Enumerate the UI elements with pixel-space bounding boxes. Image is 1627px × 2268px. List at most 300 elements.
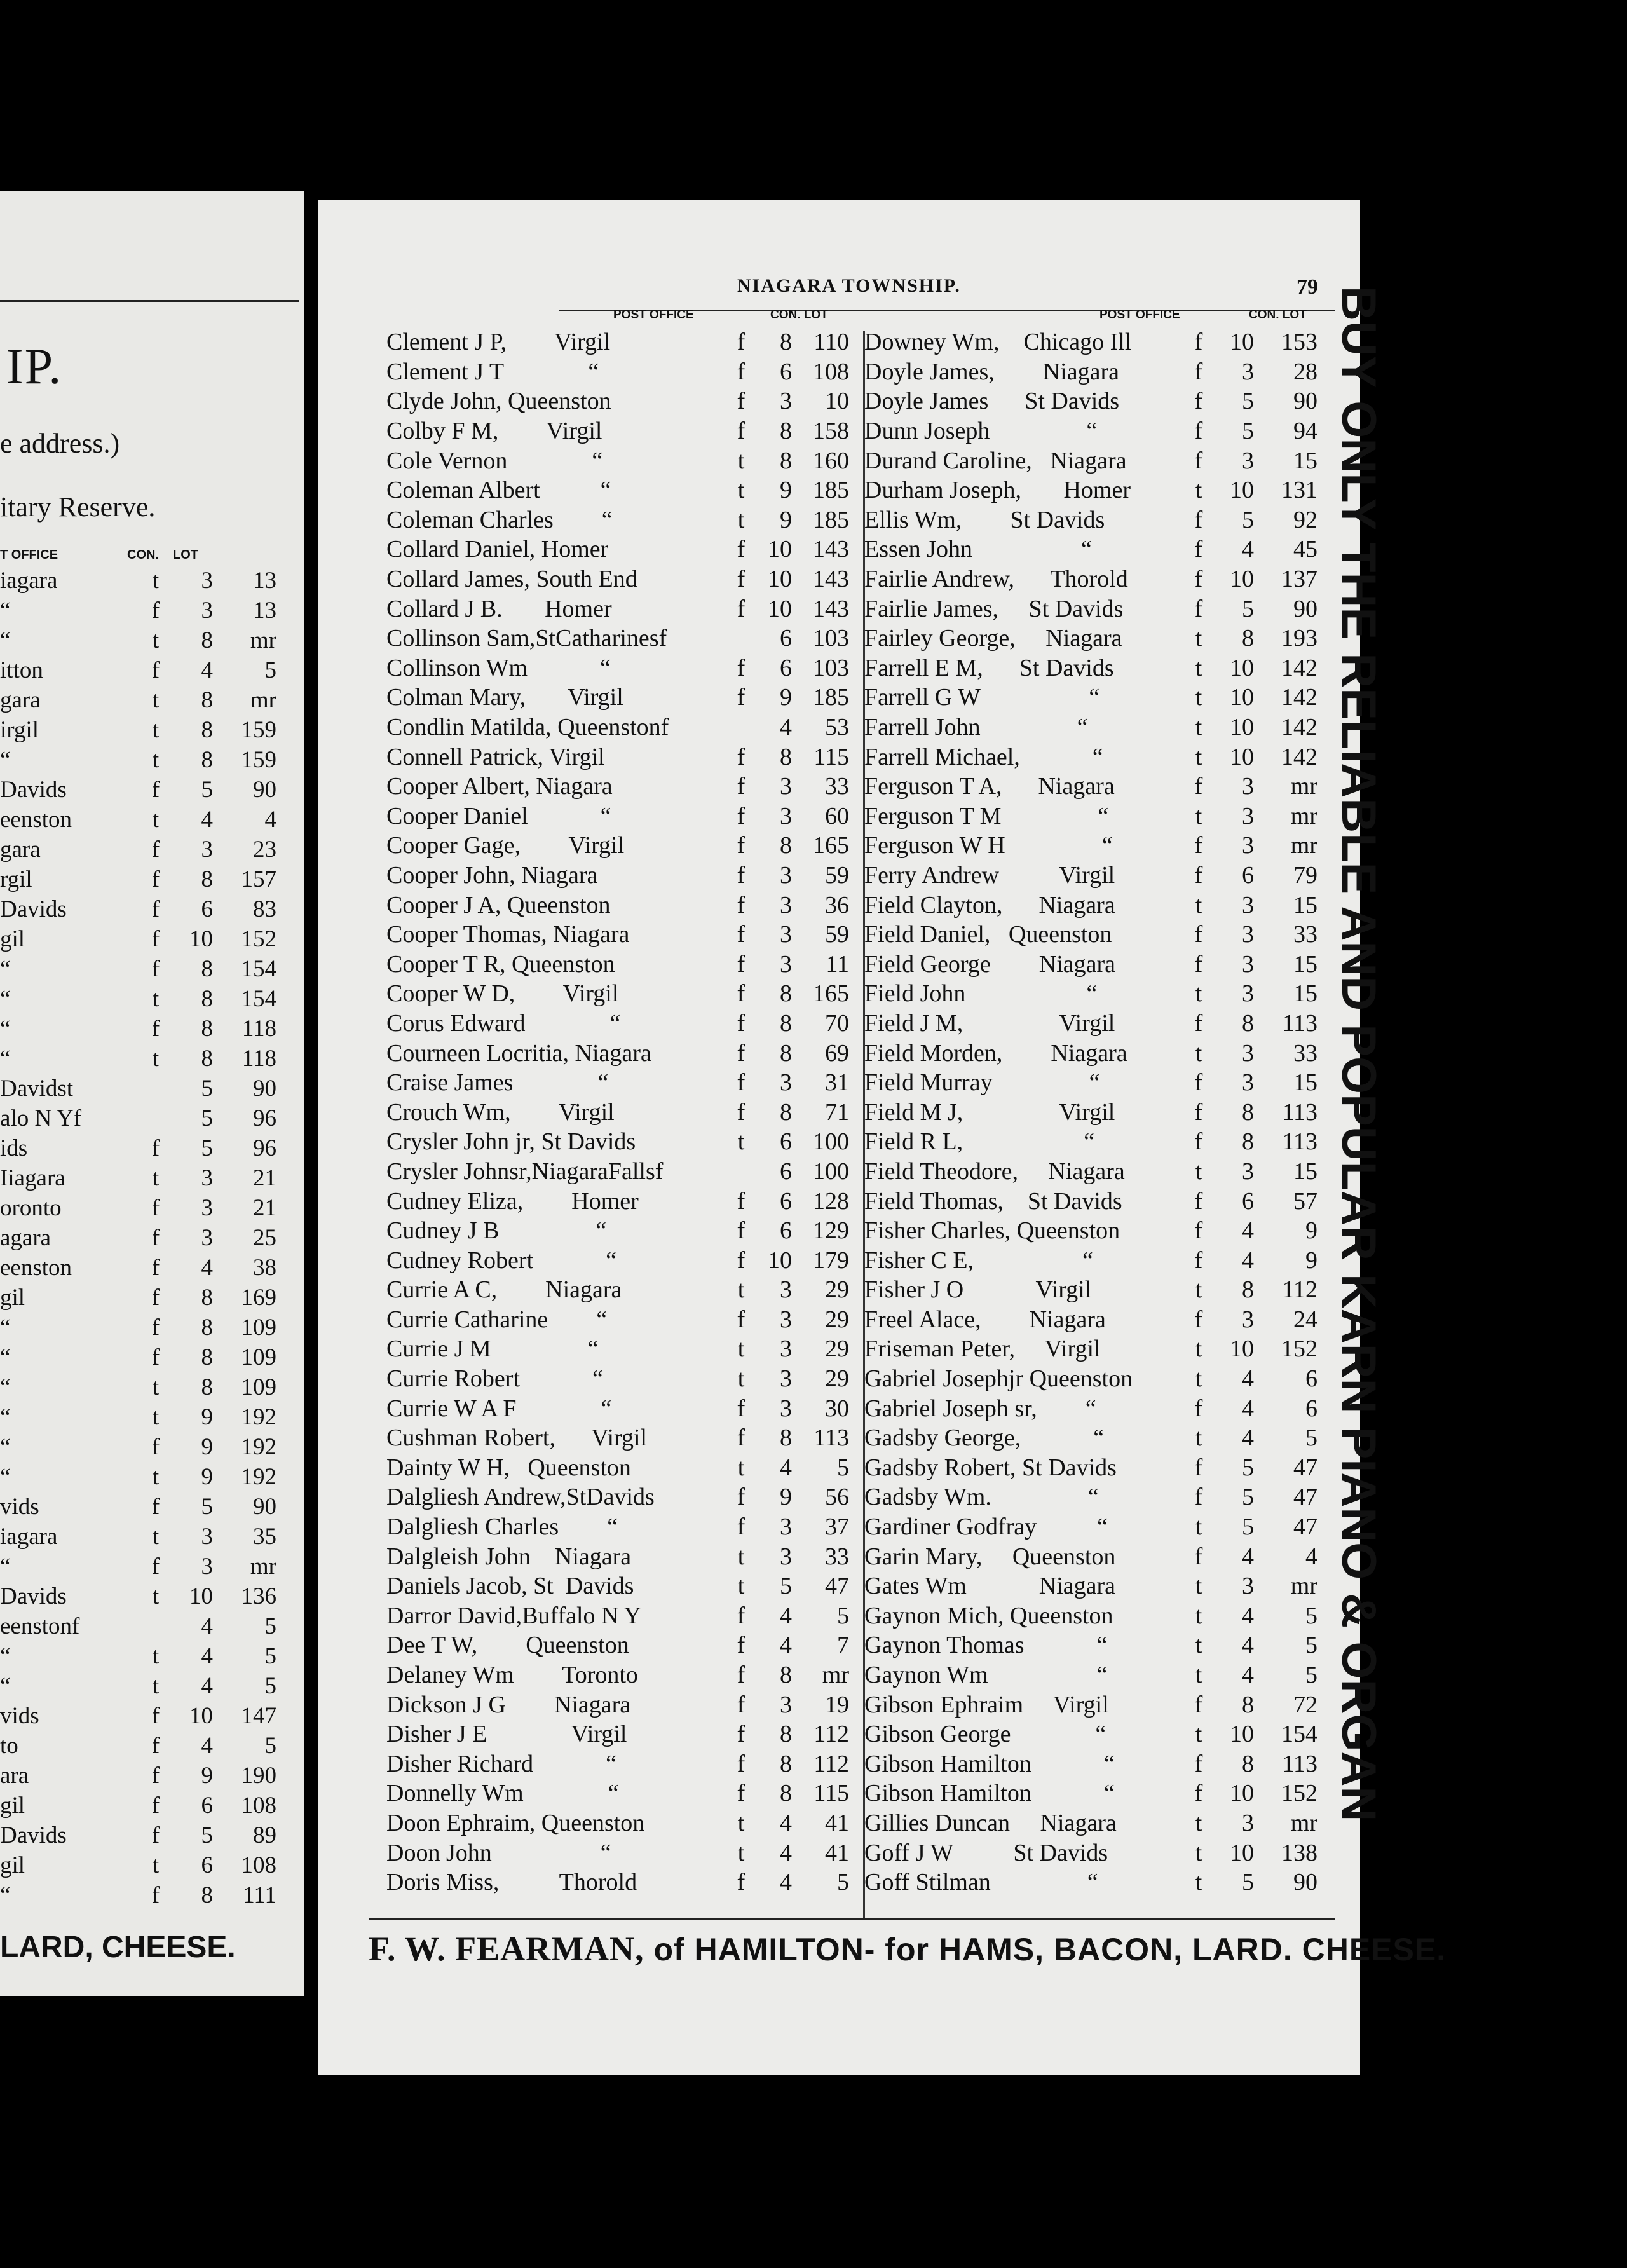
entry-name: Fairlie James, St Davids <box>864 595 1124 622</box>
entry-post-office-fragment: itton <box>0 657 43 683</box>
concession: 8 <box>780 1098 792 1126</box>
concession: 8 <box>1242 1276 1254 1304</box>
concession: 6 <box>780 1128 792 1156</box>
tenure-code: t <box>152 1583 160 1609</box>
lot: 192 <box>241 1434 276 1460</box>
directory-entry <box>864 1009 1322 1039</box>
entry-post-office-fragment: ara <box>0 1763 29 1789</box>
concession: 4 <box>780 1839 792 1866</box>
directory-entry <box>864 535 1322 564</box>
directory-entry <box>864 979 1322 1009</box>
tenure-code: f <box>737 802 745 830</box>
lot: 36 <box>825 891 849 919</box>
tenure-code: f <box>1194 1543 1203 1570</box>
directory-entry <box>864 1512 1322 1542</box>
tenure-code: t <box>737 1336 745 1363</box>
concession: 8 <box>780 1662 792 1689</box>
entry-name: Currie W A F “ <box>386 1395 612 1422</box>
directory-entry <box>386 1630 857 1660</box>
concession: 4 <box>780 1632 792 1659</box>
lot: 9 <box>1305 1247 1317 1274</box>
lot: 136 <box>241 1583 276 1609</box>
directory-entry <box>386 1512 857 1542</box>
lot: 53 <box>825 714 849 741</box>
tenure-code: f <box>1194 1009 1203 1037</box>
lot: mr <box>1290 1809 1317 1836</box>
entry-name: Dunn Joseph “ <box>864 418 1098 445</box>
directory-entry <box>386 1186 857 1216</box>
directory-entry <box>386 1660 857 1690</box>
concession: 3 <box>201 1165 213 1191</box>
entry-post-office-fragment: eenstonf <box>0 1613 80 1639</box>
entry-post-office-fragment: “ <box>0 956 11 982</box>
page-number: 79 <box>1297 275 1318 299</box>
concession: 8 <box>780 1424 792 1452</box>
entry-name: Cooper Albert, Niagara <box>386 773 613 800</box>
tenure-code: t <box>1195 1158 1202 1185</box>
entry-post-office-fragment: Iiagara <box>0 1165 65 1191</box>
directory-entry <box>864 1423 1322 1453</box>
concession: 3 <box>1242 1069 1254 1096</box>
concession: 3 <box>780 1365 792 1393</box>
lot: 90 <box>1293 595 1317 622</box>
tenure-code: t <box>152 568 160 594</box>
entry-name: Farrell G W “ <box>864 684 1100 711</box>
entry-name: Fisher C E, “ <box>864 1247 1093 1274</box>
lot: 89 <box>253 1822 276 1848</box>
tenure-code: t <box>737 447 745 474</box>
tenure-code: f <box>1194 1247 1203 1274</box>
lot: 5 <box>837 1602 849 1629</box>
directory-entry <box>864 1690 1322 1719</box>
left-page-entry <box>0 924 286 954</box>
entry-post-office-fragment: “ <box>0 1374 11 1400</box>
left-page-entry <box>0 1283 286 1313</box>
concession: 8 <box>1242 1128 1254 1156</box>
concession: 3 <box>1242 1573 1254 1600</box>
lot: 70 <box>825 1009 849 1037</box>
left-col-con-lot-header: CON. LOT <box>770 308 828 322</box>
tenure-code: t <box>737 506 745 533</box>
entry-post-office-fragment: Davids <box>0 1583 67 1609</box>
tenure-code: f <box>737 329 745 356</box>
entry-name: Durand Caroline, Niagara <box>864 447 1127 474</box>
concession: 8 <box>201 687 213 713</box>
lot: 185 <box>813 684 849 711</box>
lot: 33 <box>825 773 849 800</box>
directory-entry <box>864 742 1322 772</box>
lot: 47 <box>1293 1454 1317 1481</box>
lot: 154 <box>241 956 276 982</box>
left-page-entry <box>0 1701 286 1731</box>
lot: 142 <box>1281 714 1317 741</box>
entry-post-office-fragment: vids <box>0 1494 39 1520</box>
concession: 3 <box>780 921 792 948</box>
concession: 4 <box>201 1255 213 1281</box>
directory-entry <box>864 327 1322 357</box>
tenure-code: f <box>737 418 745 445</box>
entry-name: Currie Catharine “ <box>386 1306 608 1333</box>
concession: 4 <box>1242 1395 1254 1422</box>
concession: 10 <box>768 595 792 622</box>
concession: 8 <box>1242 1691 1254 1718</box>
tenure-code: f <box>737 1247 745 1274</box>
concession: 8 <box>780 743 792 770</box>
entry-name: Delaney Wm Toronto <box>386 1662 638 1689</box>
tenure-code: f <box>737 1424 745 1452</box>
entry-post-office-fragment: “ <box>0 747 11 773</box>
left-col-post-office-header: POST OFFICE <box>613 308 694 322</box>
tenure-code: f <box>151 956 160 982</box>
lot: 154 <box>1281 1721 1317 1748</box>
lot: 112 <box>1282 1276 1317 1304</box>
entry-post-office-fragment: irgil <box>0 717 39 743</box>
tenure-code: f <box>151 866 160 892</box>
directory-entry <box>864 1245 1322 1275</box>
left-page-entry <box>0 805 286 835</box>
directory-entry <box>386 772 857 802</box>
lot: 96 <box>253 1105 276 1131</box>
lot: 152 <box>241 926 276 952</box>
left-note-reserve: itary Reserve. <box>0 491 156 523</box>
entry-post-office-fragment: “ <box>0 1046 11 1072</box>
left-page-entry <box>0 864 286 894</box>
tenure-code: t <box>152 1046 160 1072</box>
tenure-code: f <box>1194 1069 1203 1096</box>
concession: 8 <box>780 832 792 859</box>
tenure-code: f <box>737 743 745 770</box>
tenure-code: f <box>737 1632 745 1659</box>
entry-name: Clement J T “ <box>386 358 599 385</box>
lot: 103 <box>813 654 849 681</box>
entry-name: Cushman Robert, Virgil <box>386 1424 648 1452</box>
lot: 111 <box>243 1882 276 1908</box>
side-advertisement <box>1331 286 1394 1939</box>
directory-entry <box>864 772 1322 802</box>
lot: 108 <box>241 1852 276 1878</box>
left-page-entry <box>0 954 286 984</box>
lot: 57 <box>1293 1187 1317 1215</box>
entry-name: Goff J W St Davids <box>864 1839 1108 1866</box>
entry-post-office-fragment: “ <box>0 598 11 624</box>
left-page-entry <box>0 1193 286 1223</box>
entry-post-office-fragment: ids <box>0 1135 28 1161</box>
tenure-code: t <box>1195 1365 1202 1393</box>
directory-entry <box>386 742 857 772</box>
tenure-code: f <box>151 657 160 683</box>
directory-entry <box>864 1630 1322 1660</box>
tenure-code: t <box>1195 1839 1202 1866</box>
concession: 8 <box>201 747 213 773</box>
directory-entry <box>386 1305 857 1335</box>
directory-entry <box>386 475 857 505</box>
left-page-entry <box>0 1014 286 1044</box>
left-page-entry <box>0 1522 286 1552</box>
tenure-code: f <box>737 1395 745 1422</box>
directory-entry <box>386 979 857 1009</box>
tenure-code: f <box>737 1484 745 1511</box>
entry-name: Field Murray “ <box>864 1069 1100 1096</box>
entry-name: Ferry Andrew Virgil <box>864 861 1115 889</box>
concession: 10 <box>189 1583 213 1609</box>
lot: 90 <box>253 1076 276 1102</box>
tenure-code: f <box>737 980 745 1008</box>
tenure-code: f <box>1194 832 1203 859</box>
entry-post-office-fragment: “ <box>0 1434 11 1460</box>
left-page-entry <box>0 685 286 715</box>
entry-name: Colman Mary, Virgil <box>386 684 623 711</box>
tenure-code: f <box>1194 566 1203 593</box>
entry-post-office-fragment: “ <box>0 627 11 653</box>
lot: 47 <box>1293 1484 1317 1511</box>
left-page-entry <box>0 835 286 864</box>
tenure-code: f <box>151 837 160 863</box>
tenure-code: t <box>1195 743 1202 770</box>
concession: 5 <box>780 1573 792 1600</box>
directory-column-left <box>386 327 857 1897</box>
tenure-code: t <box>737 1573 745 1600</box>
directory-entry <box>864 802 1322 831</box>
directory-page <box>318 200 1447 2075</box>
tenure-code: f <box>737 1217 745 1245</box>
lot: 30 <box>825 1395 849 1422</box>
directory-entry <box>386 446 857 475</box>
lot: 5 <box>264 1673 276 1699</box>
left-page-entry <box>0 1372 286 1402</box>
concession: 9 <box>780 477 792 504</box>
concession: 3 <box>780 950 792 978</box>
directory-entry <box>864 831 1322 861</box>
directory-entry <box>386 564 857 594</box>
lot: 113 <box>1282 1009 1317 1037</box>
tenure-code: f <box>737 921 745 948</box>
directory-entry <box>386 653 857 683</box>
concession: 8 <box>201 1882 213 1908</box>
tenure-code: t <box>1195 802 1202 830</box>
tenure-code: f <box>1194 536 1203 563</box>
lot: 41 <box>825 1839 849 1866</box>
concession: 9 <box>201 1763 213 1789</box>
entry-post-office-fragment: agara <box>0 1225 51 1251</box>
concession: 8 <box>780 1721 792 1748</box>
directory-entry <box>864 1068 1322 1098</box>
concession: 4 <box>1242 536 1254 563</box>
concession: 4 <box>1242 1632 1254 1659</box>
entry-name: Field Daniel, Queenston <box>864 921 1112 948</box>
left-page-entry <box>0 1044 286 1074</box>
concession: 3 <box>201 1554 213 1580</box>
directory-entry <box>386 1719 857 1749</box>
lot: 31 <box>825 1069 849 1096</box>
lot: 185 <box>813 477 849 504</box>
directory-entry <box>386 1808 857 1838</box>
entry-name: Gaynon Mich, Queenston <box>864 1602 1113 1629</box>
tenure-code: f <box>737 1098 745 1126</box>
concession: 6 <box>780 1158 792 1185</box>
lot: 103 <box>813 625 849 652</box>
tenure-code: f <box>151 1135 160 1161</box>
header-rule <box>0 300 299 302</box>
concession: 4 <box>780 1809 792 1836</box>
tenure-code: t <box>152 1374 160 1400</box>
tenure-code: f <box>1194 1306 1203 1333</box>
concession: 6 <box>780 358 792 385</box>
tenure-code: t <box>1195 1276 1202 1304</box>
entry-name: Doris Miss, Thorold <box>386 1869 637 1896</box>
lot: 47 <box>1293 1513 1317 1541</box>
entry-post-office-fragment: gil <box>0 1852 25 1878</box>
left-page-entry <box>0 1253 286 1283</box>
directory-entry <box>386 416 857 446</box>
lot: 142 <box>1281 743 1317 770</box>
left-page-entry <box>0 1163 286 1193</box>
entry-name: Gibson Hamilton “ <box>864 1750 1115 1777</box>
lot: 190 <box>241 1763 276 1789</box>
directory-entry <box>386 1541 857 1571</box>
concession: 8 <box>201 956 213 982</box>
directory-entry <box>864 890 1322 920</box>
directory-entry <box>864 386 1322 416</box>
concession: 3 <box>780 1395 792 1422</box>
lot: 142 <box>1281 684 1317 711</box>
lot: 100 <box>813 1128 849 1156</box>
directory-entry <box>386 1157 857 1187</box>
tenure-code: t <box>152 687 160 713</box>
lot: 41 <box>825 1809 849 1836</box>
entry-post-office-fragment: gil <box>0 1285 25 1311</box>
concession: 8 <box>201 1046 213 1072</box>
entry-post-office-fragment: oronto <box>0 1195 62 1221</box>
tenure-code: f <box>151 1822 160 1848</box>
lot: 10 <box>825 388 849 415</box>
lot: 6 <box>1305 1365 1317 1393</box>
lot: 90 <box>1293 1869 1317 1896</box>
directory-entry <box>386 1838 857 1868</box>
lot: 37 <box>825 1513 849 1541</box>
tenure-code: f <box>151 1434 160 1460</box>
tenure-code: f <box>737 388 745 415</box>
entry-name: Friseman Peter, Virgil <box>864 1336 1101 1363</box>
concession: 8 <box>201 717 213 743</box>
left-hdr-post-office: T OFFICE <box>0 548 58 562</box>
lot: mr <box>822 1662 849 1689</box>
concession: 3 <box>1242 773 1254 800</box>
entry-name: Gibson Hamilton “ <box>864 1780 1115 1807</box>
lot: 71 <box>825 1098 849 1126</box>
directory-entry <box>864 653 1322 683</box>
directory-entry <box>864 1868 1322 1897</box>
left-page-entry <box>0 1492 286 1522</box>
lot: 59 <box>825 921 849 948</box>
lot: 5 <box>264 1613 276 1639</box>
tenure-code: t <box>737 1543 745 1570</box>
entry-name: Ferguson T M “ <box>864 802 1109 830</box>
entry-name: Gibson George “ <box>864 1721 1106 1748</box>
concession: 6 <box>780 1217 792 1245</box>
tenure-code: t <box>152 807 160 833</box>
entry-post-office-fragment: “ <box>0 1673 11 1699</box>
tenure-code: t <box>1195 1809 1202 1836</box>
concession: 3 <box>1242 921 1254 948</box>
tenure-code: f <box>737 654 745 681</box>
lot: 5 <box>1305 1632 1317 1659</box>
left-page-entry <box>0 1313 286 1342</box>
directory-entry <box>386 920 857 950</box>
lot: 83 <box>253 896 276 922</box>
entry-name: Collard J B. Homer <box>386 595 612 622</box>
entry-name: Farrell E M, St Davids <box>864 654 1114 681</box>
directory-entry <box>864 1097 1322 1127</box>
lot: 115 <box>814 1780 849 1807</box>
concession: 4 <box>201 1673 213 1699</box>
lot: mr <box>1290 773 1317 800</box>
lot: 157 <box>241 866 276 892</box>
concession: 6 <box>780 1187 792 1215</box>
directory-entry <box>864 1660 1322 1690</box>
left-page-entry <box>0 625 286 655</box>
lot: 129 <box>813 1217 849 1245</box>
directory-entry <box>864 713 1322 742</box>
tenure-code: t <box>1195 684 1202 711</box>
lot: 21 <box>253 1165 276 1191</box>
directory-entry <box>386 1216 857 1246</box>
concession: 3 <box>201 568 213 594</box>
entry-name: Crouch Wm, Virgil <box>386 1098 615 1126</box>
entry-post-office-fragment: iagara <box>0 1524 58 1550</box>
directory-entry <box>864 1216 1322 1246</box>
directory-entry <box>864 1038 1322 1068</box>
lot: 5 <box>1305 1424 1317 1452</box>
entry-name: Fairley George, Niagara <box>864 625 1122 652</box>
tenure-code: f <box>151 1554 160 1580</box>
entry-name: Freel Alace, Niagara <box>864 1306 1106 1333</box>
entry-name: Cudney Eliza, Homer <box>386 1187 639 1215</box>
tenure-code: t <box>1195 1662 1202 1689</box>
directory-entry <box>386 357 857 387</box>
tenure-code: f <box>1194 358 1203 385</box>
concession: 4 <box>1242 1662 1254 1689</box>
tenure-code: f <box>737 1780 745 1807</box>
lot: 109 <box>241 1374 276 1400</box>
side-ad-text: BUY ONLY THE RELIABLE AND POPULAR KARN PIANO & ORGAN <box>1331 286 1385 1822</box>
directory-entry <box>864 1482 1322 1512</box>
tenure-code: f <box>151 926 160 952</box>
left-title-fragment: IP. <box>6 339 63 395</box>
directory-entry <box>864 446 1322 475</box>
lot: 143 <box>813 536 849 563</box>
lot: mr <box>250 1554 276 1580</box>
tenure-code: t <box>152 1165 160 1191</box>
lot: 13 <box>253 568 276 594</box>
directory-entry <box>386 1127 857 1157</box>
tenure-code: f <box>737 950 745 978</box>
concession: 3 <box>1242 950 1254 978</box>
concession: 8 <box>201 866 213 892</box>
tenure-code: t <box>1195 714 1202 741</box>
entry-name: Dainty W H, Queenston <box>386 1454 631 1481</box>
tenure-code: f <box>1194 921 1203 948</box>
tenure-code: t <box>152 1524 160 1550</box>
entry-name: Field John “ <box>864 980 1098 1008</box>
directory-entry <box>386 831 857 861</box>
lot: 23 <box>253 837 276 863</box>
lot: 113 <box>1282 1098 1317 1126</box>
concession: 9 <box>780 506 792 533</box>
lot: 112 <box>814 1721 849 1748</box>
lot: 90 <box>253 777 276 803</box>
tenure-code: f <box>1194 773 1203 800</box>
tenure-code: f <box>151 1733 160 1759</box>
